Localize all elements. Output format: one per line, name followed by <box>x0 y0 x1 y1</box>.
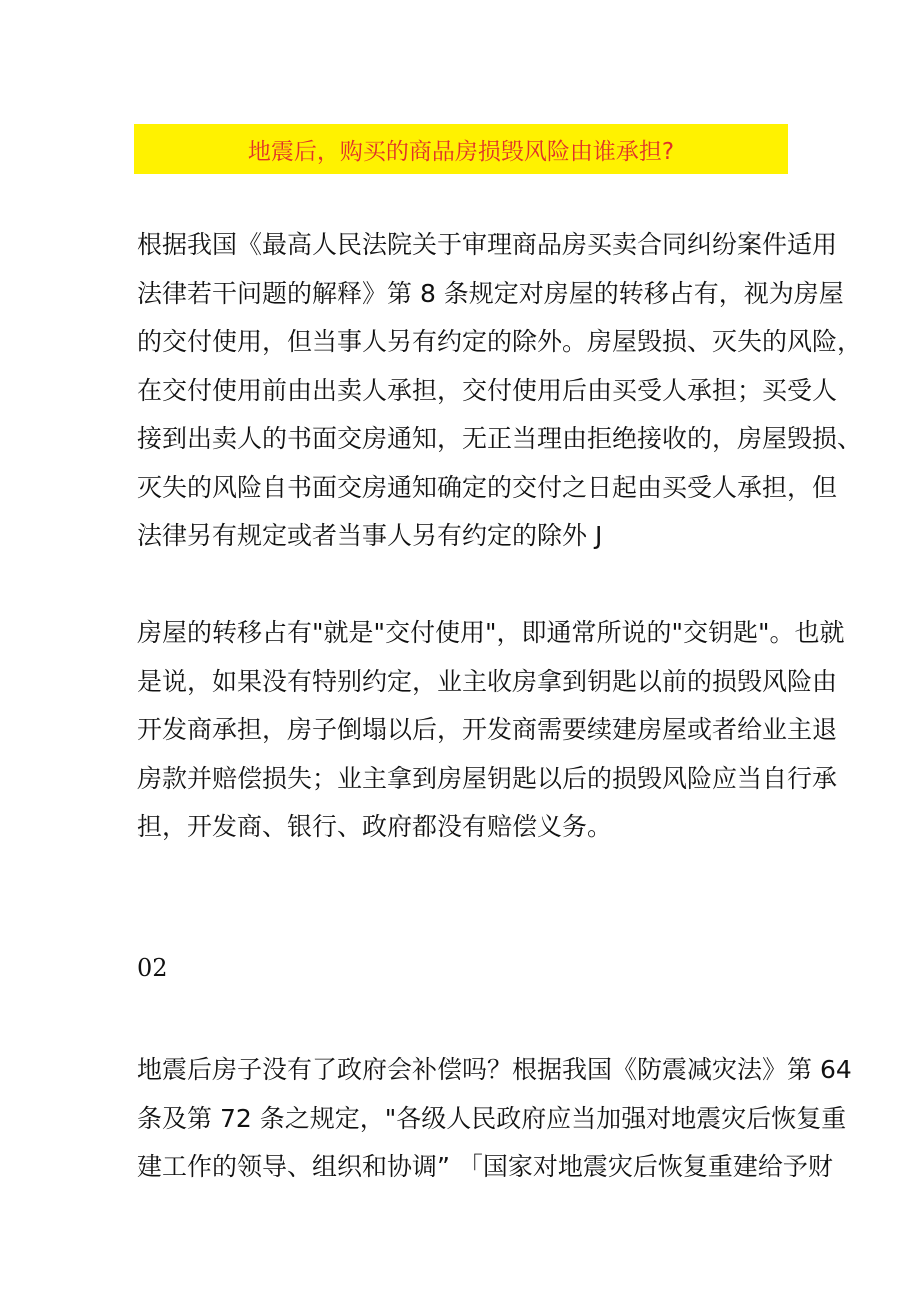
paragraph-key-handover <box>137 609 845 852</box>
paragraph-government-compensation <box>137 1046 852 1192</box>
paragraph-line: 房款并赔偿损失；业主拿到房屋钥匙以后的损毁风险应当自行承 <box>137 763 838 793</box>
paragraph-line: 建工作的领导、组织和协调” 「国家对地震灾后恢复重建给予财 <box>137 1152 833 1181</box>
paragraph-line: 担，开发商、银行、政府都没有赔偿义务。 <box>137 812 613 841</box>
paragraph-line: 法律若干问题的解释》第 8 条规定对房屋的转移占有，视为房屋 <box>137 278 844 308</box>
paragraph-line: 开发商承担，房子倒塌以后，开发商需要续建房屋或者给业主退 <box>137 715 838 744</box>
title-banner <box>134 124 788 174</box>
paragraph-line: 是说，如果没有特别约定，业主收房拿到钥匙以前的损毁风险由 <box>137 666 838 696</box>
paragraph-line: 的交付使用，但当事人另有约定的除外。房屋毁损、灭失的风险， <box>137 327 863 356</box>
paragraph-line: 接到出卖人的书面交房通知，无正当理由拒绝接收的，房屋毁损、 <box>137 424 863 453</box>
paragraph-risk-rule <box>137 221 863 561</box>
paragraph-line: 在交付使用前由出卖人承担，交付使用后由买受人承担；买受人 <box>137 375 838 405</box>
paragraph-line: 地震后房子没有了政府会补偿吗？根据我国《防震减灾法》第 64 <box>137 1055 852 1084</box>
paragraph-line: 根据我国《最高人民法院关于审理商品房买卖合同纠纷案件适用 <box>137 230 838 259</box>
paragraph-line: 条及第 72 条之规定，"各级人民政府应当加强对地震灾后恢复重 <box>137 1103 847 1133</box>
paragraph-line: 灭失的风险自书面交房通知确定的交付之日起由买受人承担，但 <box>137 472 838 502</box>
section-number: 02 <box>137 954 168 982</box>
paragraph-line: 法律另有规定或者当事人另有约定的除外 J <box>137 521 603 550</box>
document-title: 地震后，购买的商品房损毁风险由谁承担? <box>247 138 675 165</box>
paragraph-line: 房屋的转移占有"就是"交付使用"，即通常所说的"交钥匙"。也就 <box>137 618 845 647</box>
